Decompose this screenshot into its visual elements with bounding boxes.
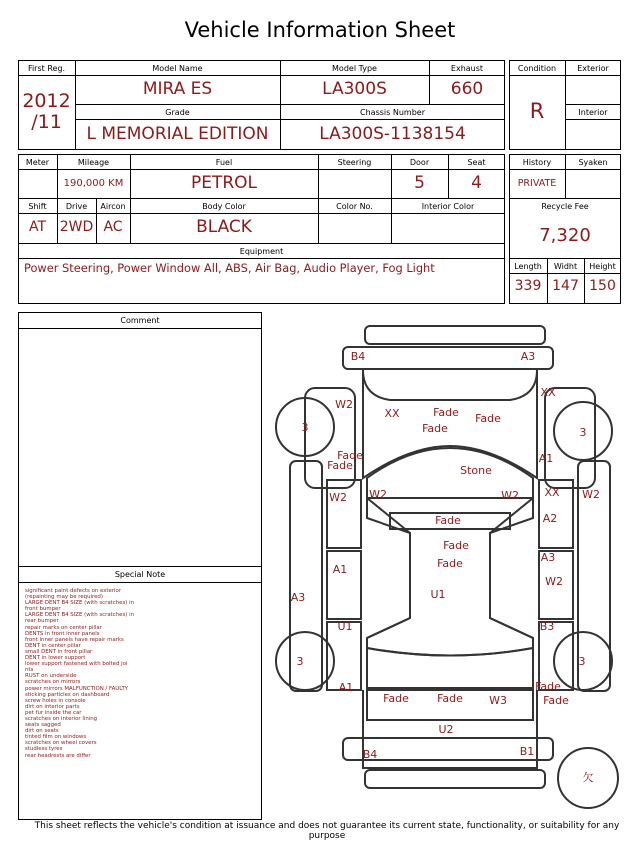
- special-note-label: Special Note: [114, 570, 166, 579]
- chassis-number-value: LA300S-1138154: [319, 124, 466, 144]
- condition-label: Condition: [517, 64, 557, 73]
- damage-mark-u1-center: U1: [430, 588, 446, 601]
- comment-label: Comment: [120, 316, 160, 325]
- special-note-item: DENT in lower support: [25, 655, 86, 662]
- special-note-item: significant paint defects on exterior: [25, 588, 122, 594]
- damage-mark-b1-bottom: B1: [519, 745, 535, 758]
- length-label: Length: [514, 262, 542, 271]
- vehicle-damage-diagram: [270, 318, 630, 818]
- recycle-fee-label: Recycle Fee: [541, 202, 589, 211]
- exterior-label: Exterior: [577, 64, 609, 73]
- model-type-value: LA300S: [322, 79, 387, 99]
- damage-mark-b4-top: B4: [350, 350, 366, 363]
- seat-label: Seat: [467, 158, 486, 167]
- aircon-label: Aircon: [100, 202, 126, 211]
- special-note-item: repair marks on center pillar: [25, 624, 102, 631]
- damage-mark-a3-top: A3: [520, 350, 536, 363]
- special-note-item: tinted film on windows: [25, 734, 87, 741]
- damage-mark-fade-hood-1: Fade: [433, 406, 459, 419]
- special-note-item: LARGE DENT B4 SIZE (with scratches) in: [25, 612, 135, 619]
- shift-label: Shift: [28, 202, 47, 211]
- damage-mark-a1-right: A1: [538, 452, 554, 465]
- first-reg-month: /11: [31, 111, 62, 133]
- special-note-item: scratches on mirrors: [25, 679, 81, 686]
- damage-mark-w2-right-edge: W2: [582, 488, 600, 501]
- model-name-value: MIRA ES: [142, 79, 213, 99]
- model-name-label: Model Name: [152, 64, 203, 73]
- first-reg-year: 2012: [22, 90, 71, 112]
- length-value: 339: [514, 278, 542, 294]
- damage-mark-a3-right: A3: [540, 551, 556, 564]
- fuel-value: PETROL: [190, 173, 258, 193]
- color-no-label: Color No.: [336, 202, 373, 211]
- special-note-item: nts: [25, 667, 34, 674]
- history-value: PRIVATE: [517, 178, 557, 189]
- special-note-item: dirt on seats: [25, 728, 59, 735]
- special-note-item: LARGE DENT B4 SIZE (with scratches) in: [25, 600, 135, 607]
- footer-disclaimer: This sheet reflects the vehicle's condition at issuance and does not guarantee its current state, functionality, or suitability for any purpose: [34, 821, 620, 841]
- special-note-item: screw holes in console: [25, 697, 86, 704]
- chassis-number-label: Chassis Number: [360, 108, 425, 117]
- special-note-list: [25, 588, 257, 759]
- damage-mark-fade-hood-3: Fade: [475, 412, 501, 425]
- damage-mark-fade-roof-2: Fade: [443, 539, 469, 552]
- interior-label: Interior: [578, 108, 608, 117]
- exhaust-label: Exhaust: [450, 64, 484, 73]
- damage-mark-w2-left-side: W2: [329, 491, 347, 504]
- height-label: Height: [589, 262, 616, 271]
- special-note-item: studless tyres: [25, 746, 63, 753]
- exhaust-value: 660: [450, 79, 484, 99]
- body-color-value: BLACK: [196, 217, 252, 237]
- special-note-item: front bumper: [25, 606, 61, 613]
- door-value: 5: [414, 173, 425, 193]
- damage-mark-fade-left-2: Fade: [327, 459, 353, 472]
- mileage-label: Mileage: [77, 158, 110, 167]
- damage-mark-w2-right-lower: W2: [545, 575, 563, 588]
- special-note-item: small DENT in front pillar: [25, 648, 93, 655]
- steering-label: Steering: [337, 158, 372, 167]
- damage-mark-fade-rear-1: Fade: [383, 692, 409, 705]
- model-type-label: Model Type: [332, 64, 377, 73]
- door-label: Door: [409, 158, 430, 167]
- drive-label: Drive: [65, 202, 88, 211]
- damage-mark-xx-right-side: XX: [544, 486, 560, 499]
- damage-mark-wheel-rr: 3: [578, 655, 586, 668]
- damage-mark-stone: Stone: [460, 464, 492, 477]
- history-label: History: [522, 158, 552, 167]
- equipment-value: Power Steering, Power Window All, ABS, Air Bag, Audio Player, Fog Light: [24, 261, 435, 275]
- damage-mark-w3-rear: W3: [489, 694, 507, 707]
- seat-value: 4: [471, 173, 482, 193]
- damage-mark-w2-right-pillar: W2: [501, 489, 519, 502]
- special-note-item: power mirrors MALFUNCTION / FAULTY: [25, 685, 129, 692]
- damage-mark-w2-left-front: W2: [335, 398, 353, 411]
- damage-mark-a1-left: A1: [332, 563, 348, 576]
- equipment-label: Equipment: [239, 247, 284, 256]
- height-value: 150: [589, 278, 616, 294]
- damage-mark-fade-rear-2: Fade: [437, 692, 463, 705]
- sheet-title: Vehicle Information Sheet: [184, 18, 456, 42]
- interior-color-label: Interior Color: [421, 202, 475, 211]
- damage-mark-u2-rear: U2: [438, 723, 454, 736]
- damage-mark-fade-roof-3: Fade: [437, 557, 463, 570]
- special-note-item: RUST on underside: [25, 673, 77, 680]
- damage-mark-wheel-rl: 3: [296, 655, 304, 668]
- meter-label: Meter: [25, 158, 50, 167]
- drive-value: 2WD: [59, 219, 94, 235]
- damage-mark-a1-left-lower: A1: [338, 681, 354, 694]
- mileage-value: 190,000 KM: [63, 178, 124, 189]
- body-color-label: Body Color: [202, 202, 246, 211]
- shift-value: AT: [28, 219, 47, 235]
- damage-mark-fade-roof-1: Fade: [435, 514, 461, 527]
- special-note-item: DENTS in front inner panels: [25, 630, 100, 637]
- special-note-item: sticking particles on dashboard: [25, 691, 110, 698]
- first-reg-label: First Reg.: [27, 64, 66, 73]
- grade-value: L MEMORIAL EDITION: [86, 124, 269, 144]
- width-value: 147: [552, 278, 579, 294]
- special-note-item: DENT in center pillar: [25, 642, 81, 649]
- damage-mark-u1-left: U1: [337, 620, 353, 633]
- grade-label: Grade: [165, 108, 190, 117]
- special-note-item: dirt on interior parts: [25, 703, 80, 710]
- syaken-label: Syaken: [578, 158, 608, 167]
- damage-mark-b3-right: B3: [539, 620, 555, 633]
- special-note-item: pet fur inside the car: [25, 709, 82, 716]
- damage-mark-fade-right-rear-2: Fade: [543, 694, 569, 707]
- damage-mark-w2-left-pillar: W2: [369, 488, 387, 501]
- special-note-item: rear headrests are differ: [25, 752, 91, 759]
- damage-mark-xx-hood-left: XX: [384, 407, 400, 420]
- damage-mark-fade-right-rear-1: Fade: [535, 680, 561, 693]
- special-note-item: scratches on interior lining: [25, 715, 98, 722]
- special-note-item: front inner panels have repair marks: [25, 636, 124, 643]
- special-note-item: (repainting may be required): [25, 594, 103, 601]
- damage-mark-fade-hood-2: Fade: [422, 422, 448, 435]
- special-note-item: scratches on wheel covers: [25, 740, 97, 747]
- special-note-item: seats sagged: [25, 722, 61, 729]
- damage-mark-a2-right: A2: [542, 512, 558, 525]
- damage-mark-wheel-fl: 3: [301, 421, 309, 434]
- special-note-item: lower support fastened with bolted joi: [25, 661, 128, 668]
- fuel-label: Fuel: [215, 158, 233, 167]
- damage-mark-b4-bottom: B4: [362, 748, 378, 761]
- recycle-fee-value: 7,320: [539, 225, 591, 246]
- condition-value: R: [529, 99, 545, 123]
- damage-mark-fade-left-1: Fade: [337, 449, 363, 462]
- special-note-item: rear bumper: [25, 618, 59, 625]
- aircon-value: AC: [103, 219, 123, 235]
- damage-mark-spare: 欠: [582, 771, 594, 784]
- width-label: Widht: [553, 262, 578, 271]
- damage-mark-wheel-fr: 3: [579, 426, 587, 439]
- damage-mark-xx-right-front: XX: [540, 386, 556, 399]
- damage-mark-a3-left-edge: A3: [290, 591, 306, 604]
